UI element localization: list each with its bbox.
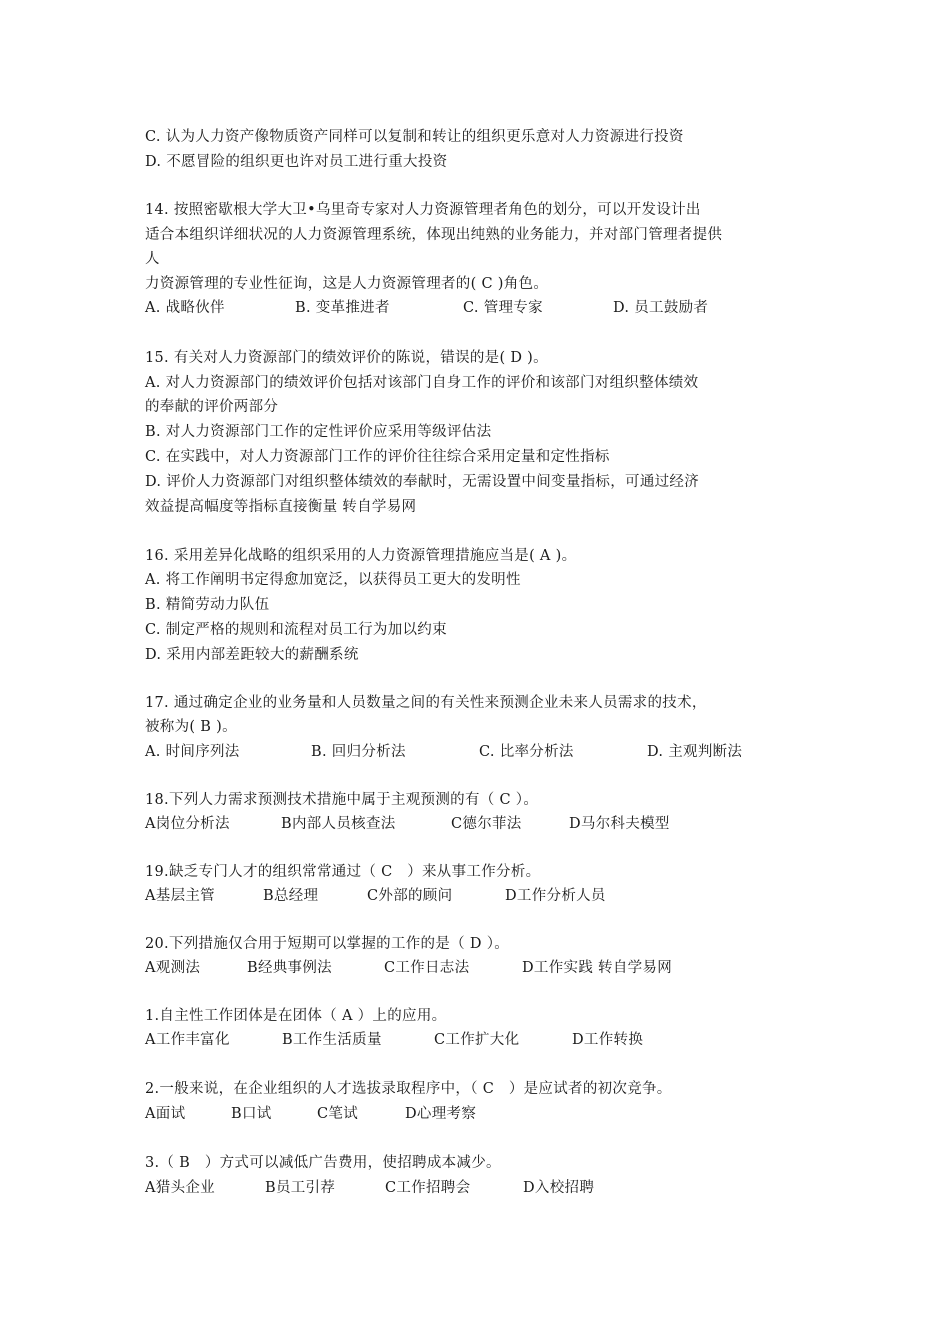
q15-stem: 15. 有关对人力资源部门的绩效评价的陈说，错误的是( D )。 — [145, 350, 548, 366]
s2-q2-option-a: A面试 — [145, 1106, 186, 1122]
s2-q1-option-d: D工作转换 — [572, 1032, 644, 1048]
q15-option-b: B. 对人力资源部门工作的定性评价应采用等级评估法 — [145, 424, 492, 440]
q18-option-d: D马尔科夫模型 — [569, 816, 670, 832]
q14-stem-line3: 人 — [145, 251, 160, 267]
q14-stem-line2: 适合本组织详细状况的人力资源管理系统，体现出纯熟的业务能力，并对部门管理者提供 — [145, 227, 723, 243]
q15-option-a-line1: A. 对人力资源部门的绩效评价包括对该部门自身工作的评价和该部门对组织整体绩效 — [145, 375, 699, 391]
q17-option-d: D. 主观判断法 — [647, 744, 743, 760]
q17-stem-line1: 17. 通过确定企业的业务量和人员数量之间的有关性来预测企业未来人员需求的技术， — [145, 695, 707, 711]
q19-options — [145, 885, 815, 907]
q19-stem: 19.缺乏专门人才的组织常常通过（ C ）来从事工作分析。 — [145, 864, 541, 880]
s2-q2-options — [145, 1103, 815, 1125]
q16-option-c: C. 制定严格的规则和流程对员工行为加以约束 — [145, 622, 447, 638]
q18-options — [145, 813, 815, 835]
q15-option-c: C. 在实践中，对人力资源部门工作的评价往往综合采用定量和定性指标 — [145, 449, 610, 465]
q13-option-c: C. 认为人力资产像物质资产同样可以复制和转让的组织更乐意对人力资源进行投资 — [145, 129, 684, 145]
q18-option-c: C德尔菲法 — [451, 816, 522, 832]
q14-stem-line1: 14. 按照密歇根大学大卫•乌里奇专家对人力资源管理者角色的划分，可以开发设计出 — [145, 202, 701, 218]
q17-option-b: B. 回归分析法 — [311, 744, 406, 760]
s2-q2-option-d: D心理考察 — [405, 1106, 477, 1122]
s2-q3-options — [145, 1177, 815, 1199]
q18-option-a: A岗位分析法 — [145, 816, 230, 832]
q17-option-c: C. 比率分析法 — [479, 744, 574, 760]
q19-option-d: D工作分析人员 — [505, 888, 606, 904]
q20-option-a: A观测法 — [145, 960, 201, 976]
q20-option-b: B经典事例法 — [247, 960, 332, 976]
s2-q1-option-a: A工作丰富化 — [145, 1032, 230, 1048]
s2-q1-option-b: B工作生活质量 — [282, 1032, 382, 1048]
q16-option-b: B. 精简劳动力队伍 — [145, 597, 270, 613]
q20-option-d: D工作实践 转自学易网 — [522, 960, 673, 976]
q18-option-b: B内部人员核查法 — [281, 816, 396, 832]
q20-options — [145, 957, 815, 979]
s2-q3-option-c: C工作招聘会 — [385, 1180, 471, 1196]
s2-q2-stem: 2.一般来说，在企业组织的人才选拔录取程序中，（ C ）是应试者的初次竞争。 — [145, 1081, 672, 1097]
q13-option-d: D. 不愿冒险的组织更也许对员工进行重大投资 — [145, 154, 448, 170]
q16-option-d: D. 采用内部差距较大的薪酬系统 — [145, 647, 359, 663]
q19-option-b: B总经理 — [263, 888, 319, 904]
q15-option-d-line1: D. 评价人力资源部门对组织整体绩效的奉献时，无需设置中间变量指标，可通过经济 — [145, 474, 700, 490]
s2-q2-option-b: B口试 — [231, 1106, 272, 1122]
q14-option-d: D. 员工鼓励者 — [613, 300, 709, 316]
q16-stem: 16. 采用差异化战略的组织采用的人力资源管理措施应当是( A )。 — [145, 548, 577, 564]
q19-option-a: A基层主管 — [145, 888, 215, 904]
q20-stem: 20.下列措施仅合用于短期可以掌握的工作的是（ D ）。 — [145, 936, 510, 952]
q15-option-a-line2: 的奉献的评价两部分 — [145, 399, 279, 415]
q14-options — [145, 297, 815, 319]
q17-options — [145, 741, 815, 763]
q14-option-a: A. 战略伙伴 — [145, 300, 225, 316]
s2-q1-option-c: C工作扩大化 — [434, 1032, 520, 1048]
q19-option-c: C外部的顾问 — [367, 888, 453, 904]
q14-option-b: B. 变革推进者 — [295, 300, 390, 316]
q17-stem-line2: 被称为( B )。 — [145, 719, 237, 735]
q14-stem-line4: 力资源管理的专业性征询，这是人力资源管理者的( C )角色。 — [145, 276, 549, 292]
s2-q1-stem: 1.自主性工作团体是在团体（ A ）上的应用。 — [145, 1008, 447, 1024]
q20-option-c: C工作日志法 — [384, 960, 470, 976]
s2-q3-option-b: B员工引荐 — [265, 1180, 336, 1196]
s2-q1-options — [145, 1029, 815, 1051]
q18-stem: 18.下列人力需求预测技术措施中属于主观预测的有（ C ）。 — [145, 792, 539, 808]
q14-option-c: C. 管理专家 — [463, 300, 543, 316]
s2-q3-option-a: A猎头企业 — [145, 1180, 215, 1196]
s2-q2-option-c: C笔试 — [317, 1106, 358, 1122]
q17-option-a: A. 时间序列法 — [145, 744, 240, 760]
q15-option-d-line2: 效益提高幅度等指标直接衡量 转自学易网 — [145, 499, 417, 515]
s2-q3-option-d: D入校招聘 — [523, 1180, 595, 1196]
s2-q3-stem: 3.（ B ）方式可以减低广告费用，使招聘成本减少。 — [145, 1155, 501, 1171]
q16-option-a: A. 将工作阐明书定得愈加宽泛，以获得员工更大的发明性 — [145, 572, 521, 588]
